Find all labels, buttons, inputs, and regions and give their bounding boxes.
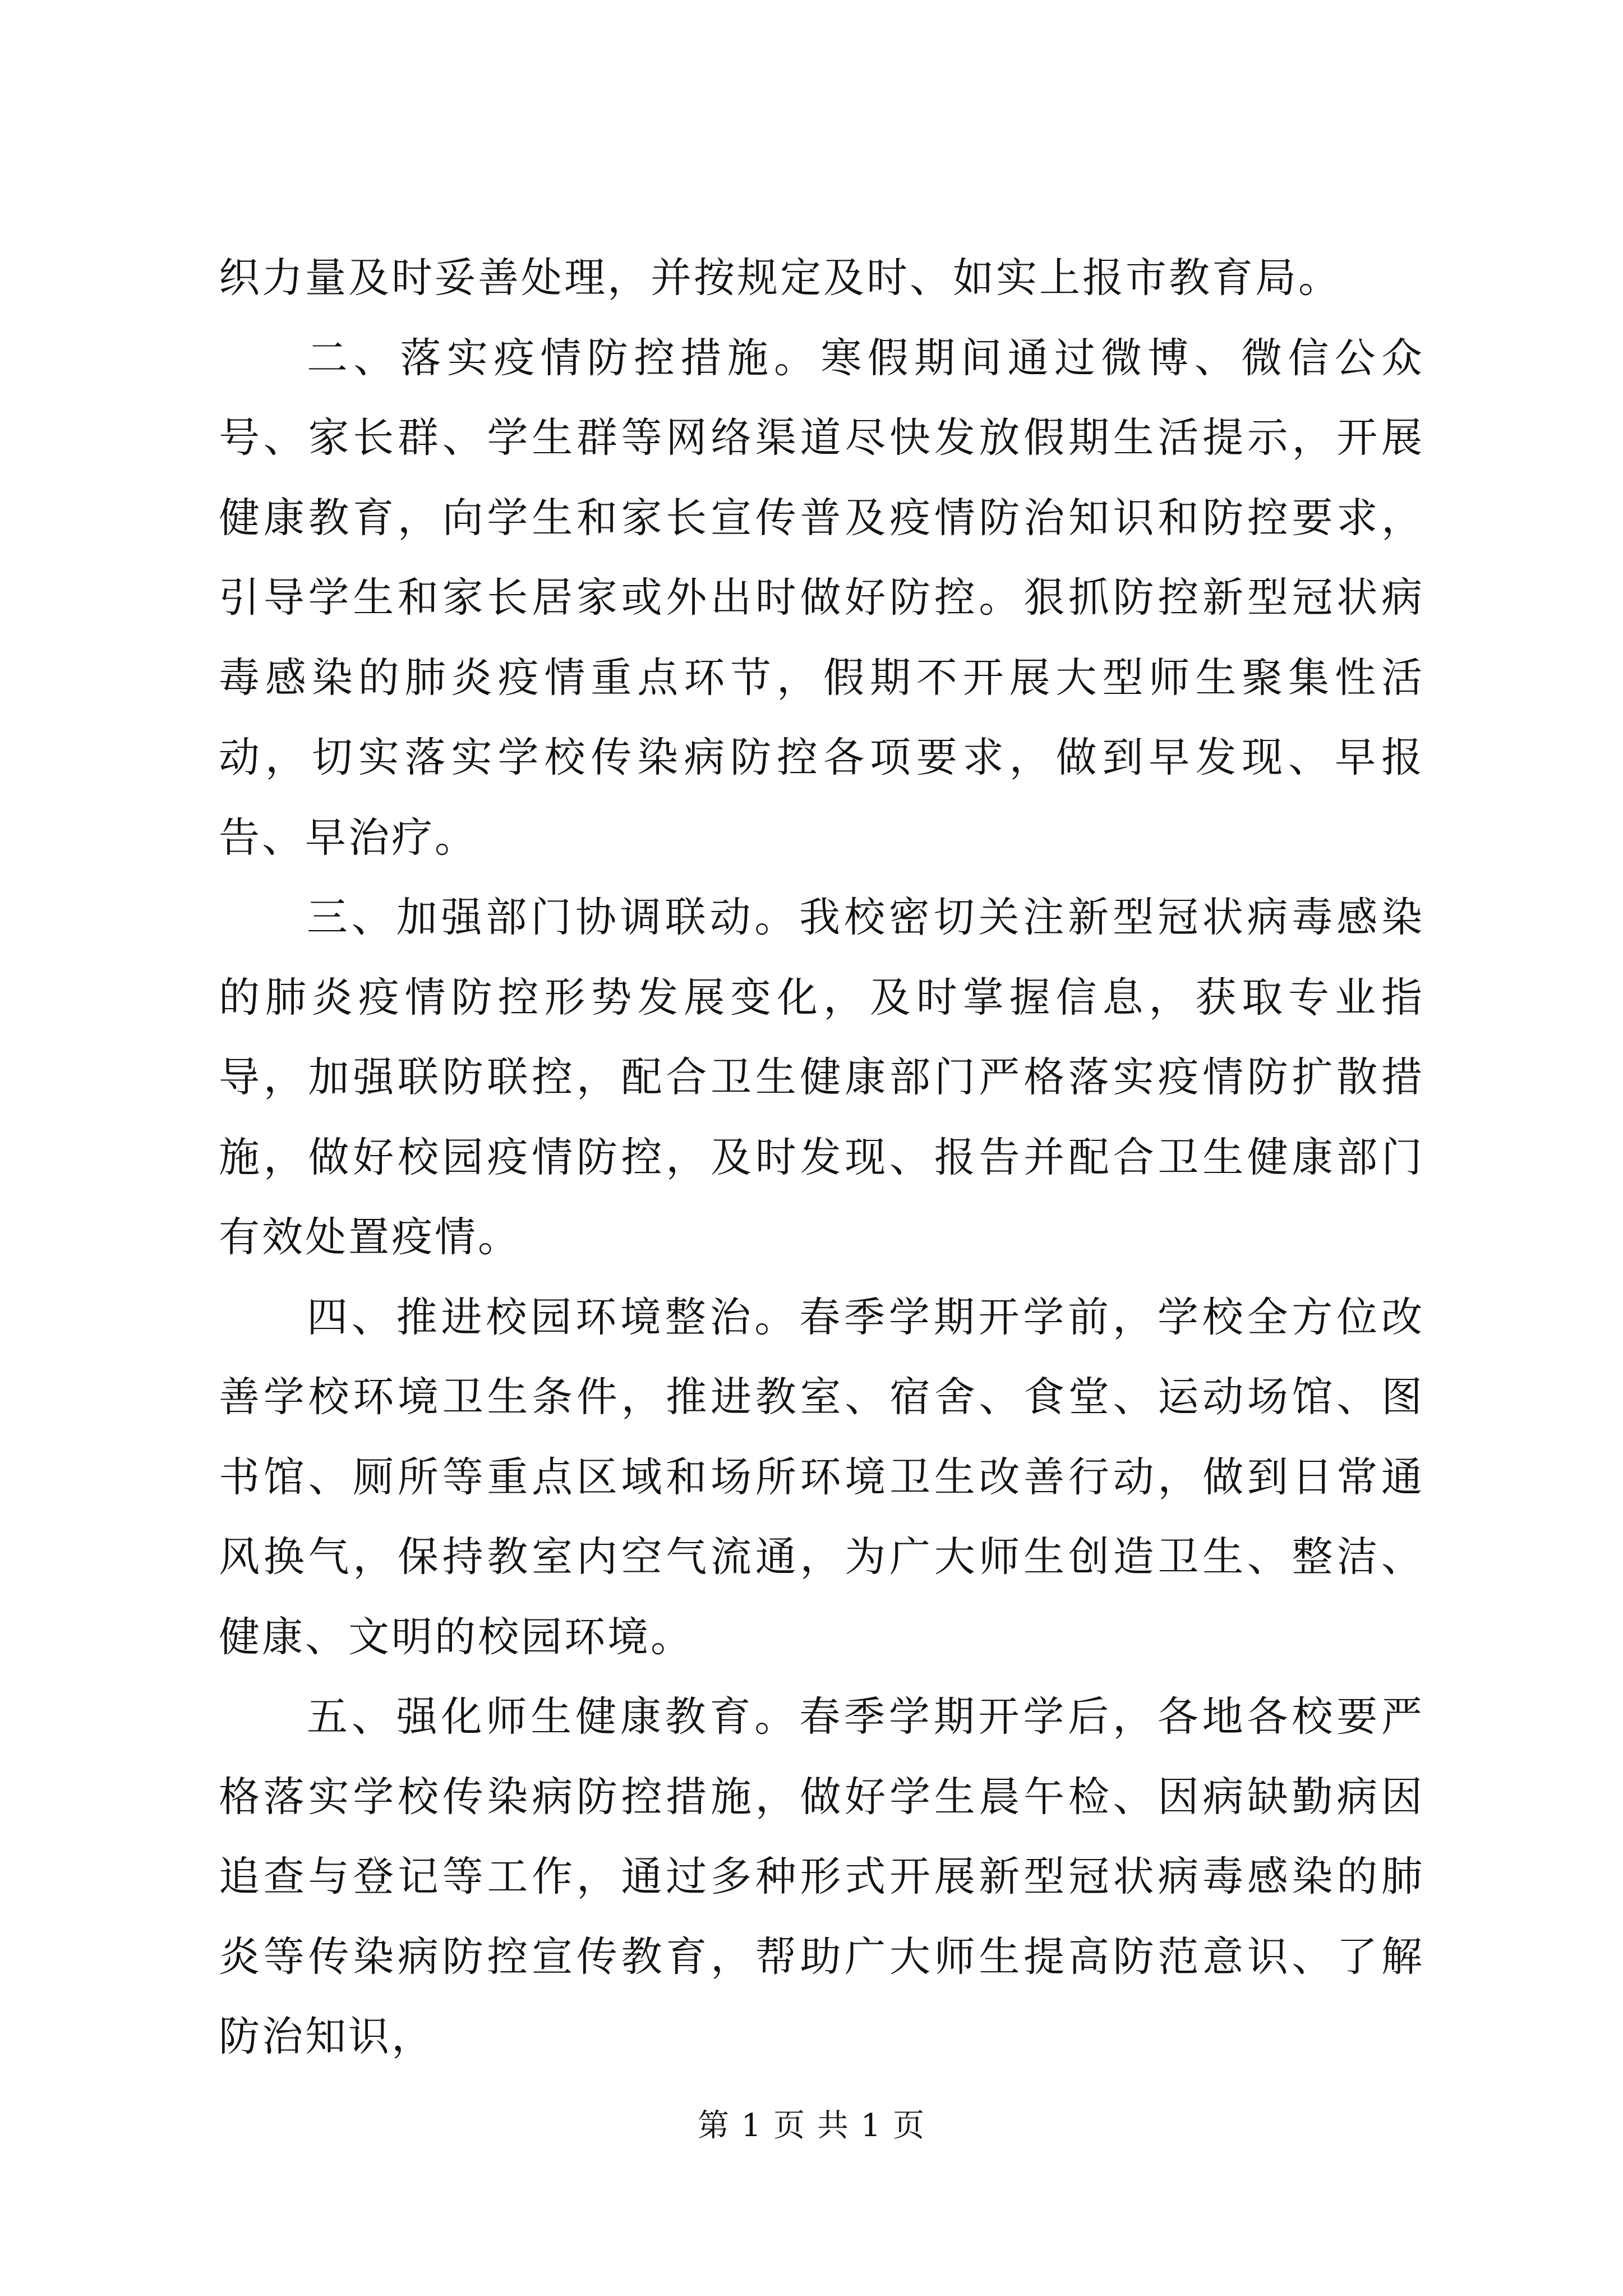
page-footer — [0, 2106, 1623, 2146]
page-number-label: 第 1 页 共 1 页 — [697, 2108, 926, 2144]
paragraph-section-3: 三、加强部门协调联动。我校密切关注新型冠状病毒感染的肺炎疫情防控形势发展变化，及时掌握信息，获取专业指导，加强联防联控，配合卫生健康部门严格落实疫情防扩散措施，做好校园疫情防控，及时发现、报告并配合卫生健康部门有效处置疫情。 — [219, 894, 1424, 1261]
paragraph-section-2: 二、落实疫情防控措施。寒假期间通过微博、微信公众号、家长群、学生群等网络渠道尽快发放假期生活提示，开展健康教育，向学生和家长宣传普及疫情防治知识和防控要求，引导学生和家长居家或外出时做好防控。狠抓防控新型冠状病毒感染的肺炎疫情重点环节，假期不开展大型师生聚集性活动，切实落实学校传染病防控各项要求，做到早发现、早报告、早治疗。 — [219, 334, 1424, 862]
document-body — [219, 238, 1424, 2077]
paragraph-section-4: 四、推进校园环境整治。春季学期开学前，学校全方位改善学校环境卫生条件，推进教室、宿舍、食堂、运动场馆、图书馆、厕所等重点区域和场所环境卫生改善行动，做到日常通风换气，保持教室内空气流通，为广大师生创造卫生、整洁、健康、文明的校园环境。 — [219, 1293, 1424, 1661]
paragraph-section-5: 五、强化师生健康教育。春季学期开学后，各地各校要严格落实学校传染病防控措施，做好学生晨午检、因病缺勤病因追查与登记等工作，通过多种形式开展新型冠状病毒感染的肺炎等传染病防控宣传教育，帮助广大师生提高防范意识、了解防治知识， — [219, 1693, 1424, 2060]
paragraph-continuation: 织力量及时妥善处理，并按规定及时、如实上报市教育局。 — [219, 254, 1341, 302]
